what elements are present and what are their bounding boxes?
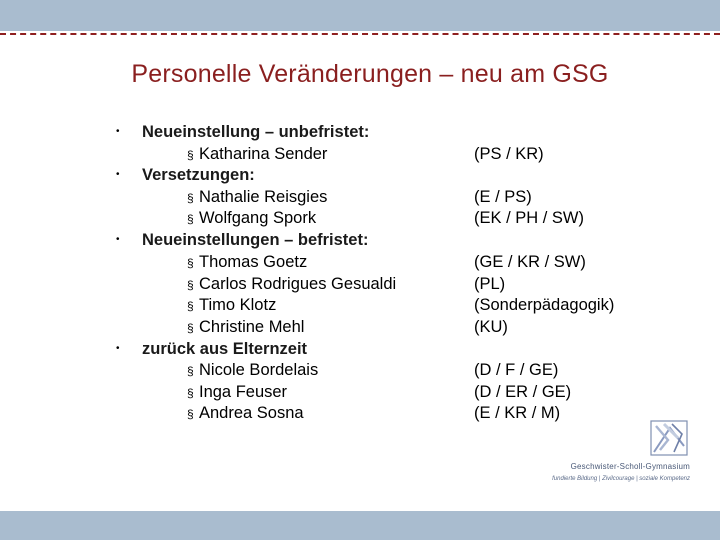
list-item [187,273,396,295]
person-name: Christine Mehl [199,318,305,336]
sub-bullet-marker: § [187,148,194,162]
sub-bullet-marker: § [187,278,194,292]
dashed-divider [0,33,720,35]
person-name: Timo Klotz [199,296,277,314]
sub-bullet-marker: § [187,256,194,270]
subject-note: (GE / KR / SW) [474,253,586,271]
subject-note: (Sonderpädagogik) [474,296,615,314]
school-logo [530,420,690,490]
top-color-band [0,0,720,31]
person-name: Andrea Sosna [199,404,304,422]
sub-bullet-marker: § [187,299,194,313]
bottom-color-band [0,511,720,540]
person-name: Katharina Sender [199,145,328,163]
person-name: Nathalie Reisgies [199,188,328,206]
subject-note: (E / KR / M) [474,404,561,422]
subject-note: (D / ER / GE) [474,383,572,401]
sub-bullet-marker: § [187,386,194,400]
sub-bullet-marker: § [187,364,194,378]
school-tagline: fundierte Bildung | Zivilcourage | soziale Kompetenz [552,476,690,482]
subject-note: (E / PS) [474,188,532,206]
school-emblem-icon [650,420,688,456]
list-item [187,316,304,338]
person-name: Carlos Rodrigues Gesualdi [199,275,397,293]
subject-note: (D / F / GE) [474,361,559,379]
school-name: Geschwister-Scholl-Gymnasium [570,462,690,471]
list-item [187,402,304,424]
bullet-marker: • [116,169,120,180]
section-heading-unbefristet: Neueinstellung – unbefristet: [142,123,370,141]
bullet-marker: • [116,343,120,354]
section-heading-elternzeit: zurück aus Elternzeit [142,340,308,358]
section-heading-versetzungen: Versetzungen: [142,166,255,184]
slide-title: Personelle Veränderungen – neu am GSG [131,60,609,88]
bullet-marker: • [116,126,120,137]
list-item [187,294,276,316]
person-name: Inga Feuser [199,383,288,401]
person-name: Wolfgang Spork [199,209,317,227]
sub-bullet-marker: § [187,191,194,205]
bullet-marker: • [116,234,120,245]
person-name: Nicole Bordelais [199,361,319,379]
subject-note: (EK / PH / SW) [474,209,585,227]
list-item [187,381,287,403]
subject-note: (PL) [474,275,506,293]
list-item [187,186,327,208]
sub-bullet-marker: § [187,321,194,335]
subject-note: (KU) [474,318,508,336]
section-heading-befristet: Neueinstellungen – befristet: [142,231,369,249]
subject-note: (PS / KR) [474,145,544,163]
list-item [187,359,318,381]
list-item [187,143,327,165]
sub-bullet-marker: § [187,407,194,421]
list-item [187,251,307,273]
person-name: Thomas Goetz [199,253,308,271]
list-item [187,207,316,229]
sub-bullet-marker: § [187,212,194,226]
